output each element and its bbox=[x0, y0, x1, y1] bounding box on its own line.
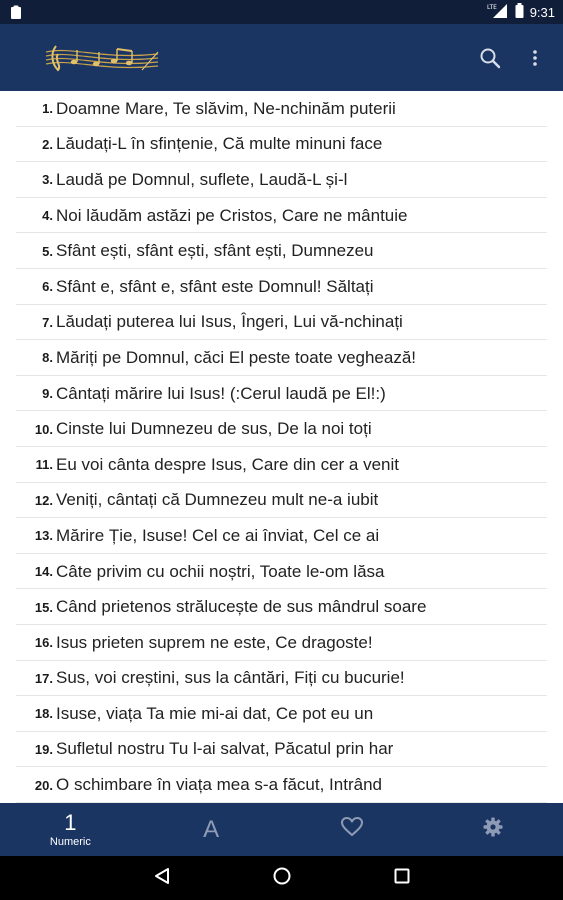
song-title: Sfânt ești, sfânt ești, sfânt ești, Dumnezeu bbox=[56, 241, 374, 261]
song-number: 5. bbox=[42, 243, 53, 259]
list-item[interactable] bbox=[0, 411, 563, 447]
song-title: Isus prieten suprem ne este, Ce dragoste! bbox=[56, 632, 373, 652]
list-item[interactable] bbox=[0, 162, 563, 198]
music-notes-logo bbox=[42, 42, 162, 76]
song-title: Sufletul nostru Tu l-ai salvat, Păcatul prin har bbox=[56, 739, 394, 759]
search-icon bbox=[479, 47, 501, 74]
song-number: 7. bbox=[42, 314, 53, 330]
tab-numeric-glyph: 1 bbox=[64, 809, 77, 835]
song-title: Eu voi cânta despre Isus, Care din cer a venit bbox=[56, 454, 400, 474]
search-button[interactable] bbox=[476, 46, 504, 74]
song-title: Sus, voi creștini, sus la cântări, Fiți cu bucurie! bbox=[56, 668, 405, 688]
song-number: 9. bbox=[42, 386, 53, 402]
clipboard-icon bbox=[10, 5, 22, 19]
list-item[interactable] bbox=[0, 732, 563, 768]
song-number: 20. bbox=[34, 777, 53, 793]
song-number: 15. bbox=[34, 599, 53, 615]
back-icon bbox=[153, 867, 171, 890]
song-number: 10. bbox=[34, 421, 53, 437]
list-item[interactable] bbox=[0, 767, 563, 803]
song-number: 19. bbox=[34, 741, 53, 757]
song-title: Veniți, cântați că Dumnezeu mult ne-a iubit bbox=[56, 490, 379, 510]
list-item[interactable] bbox=[0, 661, 563, 697]
song-title: Lăudați-L în sfințenie, Că multe minuni face bbox=[56, 134, 383, 154]
song-title: O schimbare în viața mea s-a făcut, Intrând bbox=[56, 775, 382, 795]
song-list[interactable] bbox=[0, 91, 563, 803]
recents-button[interactable] bbox=[390, 866, 414, 890]
list-item[interactable] bbox=[0, 269, 563, 305]
back-button[interactable] bbox=[150, 866, 174, 890]
song-title: Isuse, viața Ta mie mi-ai dat, Ce pot eu un bbox=[56, 703, 374, 723]
more-vert-icon bbox=[532, 49, 538, 72]
more-options-button[interactable] bbox=[526, 46, 544, 74]
song-title: Noi lăudăm astăzi pe Cristos, Care ne mântuie bbox=[56, 205, 408, 225]
home-icon bbox=[272, 866, 292, 891]
list-item[interactable] bbox=[0, 625, 563, 661]
list-item[interactable] bbox=[0, 483, 563, 519]
tab-numeric-label: Numeric bbox=[49, 835, 91, 848]
system-nav-bar bbox=[0, 856, 563, 900]
tab-numeric[interactable] bbox=[0, 803, 141, 856]
heart-icon bbox=[341, 817, 363, 842]
song-title: Mărire Ție, Isuse! Cel ce ai înviat, Cel ce ai bbox=[56, 525, 380, 545]
signal-icon bbox=[487, 3, 509, 22]
song-title: Laudă pe Domnul, suflete, Laudă-L și-l bbox=[56, 169, 348, 189]
bottom-nav bbox=[0, 803, 563, 856]
list-item[interactable] bbox=[0, 376, 563, 412]
list-item[interactable] bbox=[0, 340, 563, 376]
song-title: Când prietenos strălucește de sus mândrul soare bbox=[56, 597, 427, 617]
status-icons bbox=[487, 0, 555, 24]
gear-icon bbox=[483, 817, 503, 842]
list-item[interactable] bbox=[0, 447, 563, 483]
song-number: 11. bbox=[35, 457, 53, 473]
status-time: 9:31 bbox=[529, 4, 555, 20]
home-button[interactable] bbox=[270, 866, 294, 890]
list-item[interactable] bbox=[0, 127, 563, 163]
list-item[interactable] bbox=[0, 554, 563, 590]
song-title: Doamne Mare, Te slăvim, Ne-nchinăm puterii bbox=[56, 98, 396, 118]
tab-settings[interactable] bbox=[422, 803, 563, 856]
song-number: 1. bbox=[42, 101, 53, 117]
tab-favorites[interactable] bbox=[282, 803, 423, 856]
song-number: 17. bbox=[34, 670, 53, 686]
song-number: 8. bbox=[42, 350, 53, 366]
song-title: Sfânt e, sfânt e, sfânt este Domnul! Săltați bbox=[56, 276, 374, 296]
song-number: 14. bbox=[34, 564, 53, 580]
song-number: 18. bbox=[34, 706, 53, 722]
list-item[interactable] bbox=[0, 589, 563, 625]
song-title: Măriți pe Domnul, căci El peste toate veghează! bbox=[56, 347, 417, 367]
song-title: Cinste lui Dumnezeu de sus, De la noi toți bbox=[56, 419, 372, 439]
list-item[interactable] bbox=[0, 518, 563, 554]
status-bar bbox=[0, 0, 563, 24]
song-number: 16. bbox=[34, 635, 53, 651]
network-label: LTE bbox=[486, 3, 497, 11]
app-bar bbox=[0, 24, 563, 91]
battery-icon bbox=[515, 3, 524, 21]
song-title: Câte privim cu ochii noștri, Toate le-om lăsa bbox=[56, 561, 385, 581]
list-item[interactable] bbox=[0, 305, 563, 341]
list-item[interactable] bbox=[0, 198, 563, 234]
song-number: 12. bbox=[34, 492, 53, 508]
list-item[interactable] bbox=[0, 91, 563, 127]
song-number: 2. bbox=[42, 136, 53, 152]
song-number: 3. bbox=[42, 172, 53, 188]
tab-alphabetic[interactable] bbox=[141, 803, 282, 856]
list-item[interactable] bbox=[0, 233, 563, 269]
song-number: 4. bbox=[42, 208, 53, 224]
list-item[interactable] bbox=[0, 696, 563, 732]
song-title: Lăudați puterea lui Isus, Îngeri, Lui vă-nchinați bbox=[56, 312, 403, 332]
song-number: 13. bbox=[34, 528, 53, 544]
tab-alphabetic-glyph: A bbox=[203, 815, 220, 843]
song-title: Cântați mărire lui Isus! (:Cerul laudă pe El!:) bbox=[56, 383, 386, 403]
recents-icon bbox=[393, 867, 411, 890]
song-number: 6. bbox=[42, 279, 53, 295]
